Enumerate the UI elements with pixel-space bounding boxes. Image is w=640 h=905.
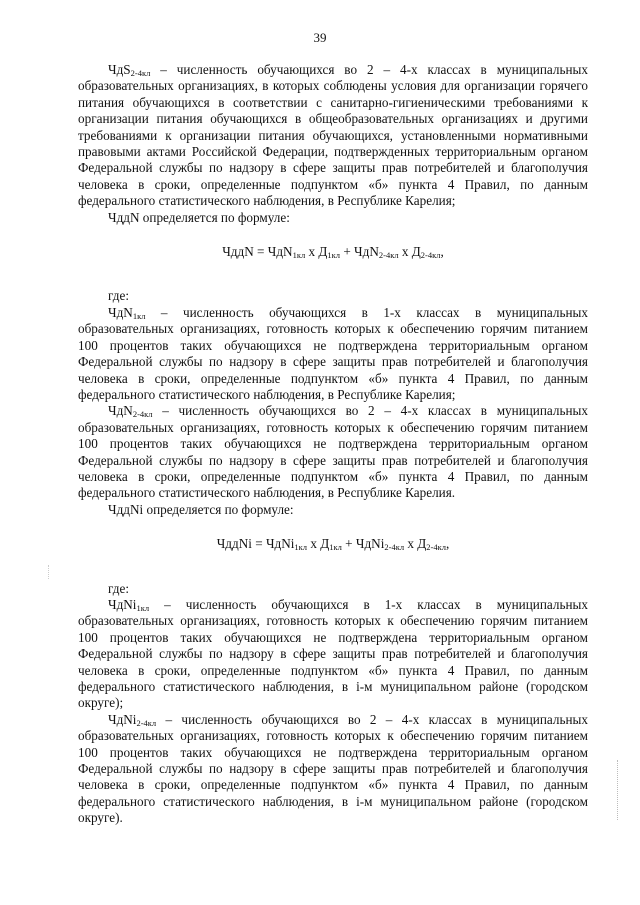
where-label: где: [108,288,129,304]
symbol: ЧдN [108,403,133,419]
definition-text: – численность обучающихся в 1-х классах в муниципальных образовательных организациях, готовность которых к обеспечению горячим питанием 100 процентов таких обучающихся не подтверждена территориальным органом Федеральной службы по надзору в сфере защиты прав потребителей и благополучия человека в сроки, определенные подпунктом «б» пункта 4 Правил, по данным федерального статистического наблюдения, в i-м муниципальном районе (городском округе); [78,596,588,711]
formula-chddni: ЧддNi = ЧдNi$_{1кл}$ x $Д_{1кл}$ + ЧдNi$_{2-4кл}$ x $Д_{2-4кл}$, [216,536,450,553]
definition-text: – численность обучающихся в 1-х классах в муниципальных образовательных организациях, готовность которых к обеспечению горячим питанием 100 процентов таких обучающихся не подтверждена территориальным органом Федеральной службы по надзору в сфере защиты прав потребителей и благополучия человека в сроки, определенные подпунктом «б» пункта 4 Правил, по данным федерального статистического наблюдения, в Республике Карелия; [78,304,588,402]
definition-paragraph-chds [78,62,588,210]
symbol: ЧдS [108,62,131,77]
formula-intro-n: ЧддN определяется по формуле: [108,209,290,225]
symbol: ЧдNi [108,596,137,612]
formula-intro-ni: ЧддNi определяется по формуле: [108,501,294,517]
definition-paragraph-chdni-2-4 [78,712,588,827]
definition-paragraph-chdn-1 [78,305,588,403]
scan-margin-mark [617,760,619,820]
definition-paragraph-chdn-2-4 [78,403,588,501]
formula-chddn: ЧддN = ЧдN$_{1кл}$ x $Д_{1кл} + ЧдN_{2-4кл}$ x $Д_{2-4кл}$, [222,244,444,261]
document-body [78,62,588,827]
scan-margin-mark [48,565,50,579]
definition-text: – численность обучающихся во 2 – 4-х классах в муниципальных образовательных организациях, в которых соблюдены условия для организации горячего питания обучающихся в соответствии с санитарно-гигиеническими требованиями к организации питания обучающихся в общеобразовательных организациях и другими требованиями к организации питания обучающихся, установленными нормативными правовыми актами Российской Федерации, подтвержденных территориальным органом Федеральной службы по надзору в сфере защиты прав потребителей и благополучия человека в сроки, определенные подпунктом «б» пункта 4 Правил, по данным федерального статистического наблюдения, в Республике Карелия; [78,62,588,209]
definition-text: – численность обучающихся во 2 – 4-х классах в муниципальных образовательных организациях, готовность которых к обеспечению горячим питанием 100 процентов таких обучающихся не подтверждена территориальным органом Федеральной службы по надзору в сфере защиты прав потребителей и благополучия человека в сроки, определенные подпунктом «б» пункта 4 Правил, по данным федерального статистического наблюдения, в i-м муниципальном районе (городском округе). [78,711,588,826]
symbol-subscript: 1кл [136,602,150,613]
symbol-subscript: 2-4кл [136,717,157,728]
symbol-subscript: 2-4кл [130,68,151,78]
where-label: где: [108,580,129,596]
page-number: 39 [313,30,327,45]
symbol: ЧдN [108,304,133,320]
symbol-subscript: 1кл [132,310,146,321]
symbol: ЧдNi [108,711,137,727]
definition-paragraph-chdni-1 [78,597,588,712]
definition-text: – численность обучающихся во 2 – 4-х классах в муниципальных образовательных организациях, готовность которых к обеспечению горячим питанием 100 процентов таких обучающихся не подтверждена территориальным органом Федеральной службы по надзору в сфере защиты прав потребителей и благополучия человека в сроки, определенные подпунктом «б» пункта 4 Правил, по данным федерального статистического наблюдения, в Республике Карелия. [78,403,588,501]
symbol-subscript: 2-4кл [132,409,153,420]
